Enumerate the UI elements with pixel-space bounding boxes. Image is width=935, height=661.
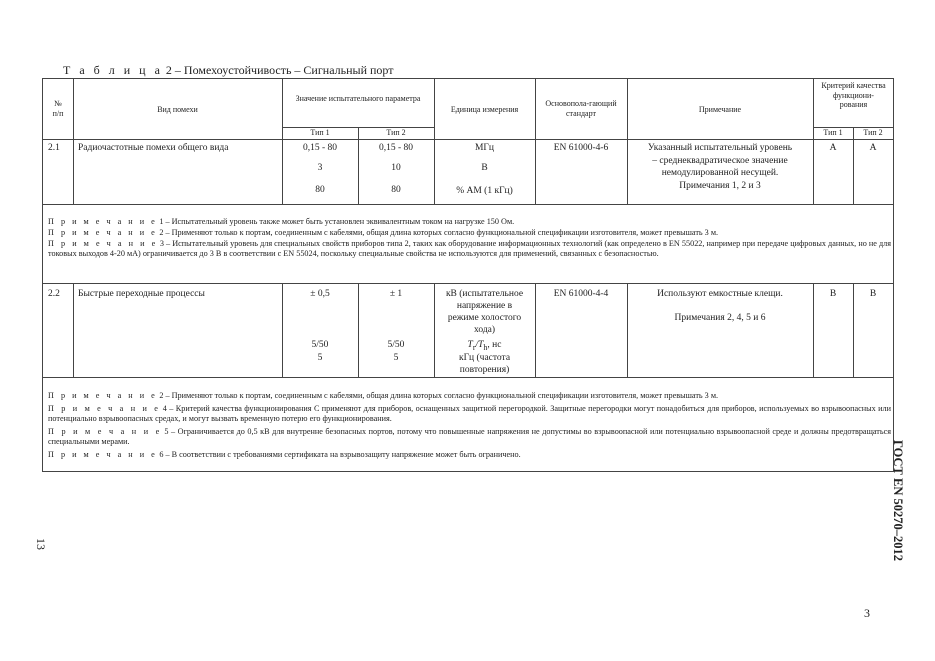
caption-label: Т а б л и ц а — [63, 63, 163, 77]
row1-unit-2: % АМ (1 кГц) — [456, 186, 513, 196]
note-2-5: П р и м е ч а н и е 5 – Ограничивается до 0,5 кВ для внутренне безопасных портов, потому что повышенные напряжения не допустимы во взрывоопасной или потенциально взрывоопасной среде и должны предотвращаться специальными мерами. — [48, 427, 892, 447]
note-2-2: П р и м е ч а н и е 2 – Применяют только к портам, соединенным с кабелями, общая длина которых согласно функциональной спецификации изготовителя, может превышать 3 м. — [48, 391, 719, 400]
row2-remark-1: Используют емкостные клещи. — [657, 289, 783, 299]
row1-t1-2: 80 — [315, 185, 325, 195]
row1-remark-1: – среднеквадратическое значение — [652, 156, 788, 166]
row1-crit1: А — [829, 143, 837, 153]
row1-remark-3: Примечания 1, 2 и 3 — [679, 181, 761, 191]
header-num: № п/п — [52, 99, 64, 118]
row2-unit1-0: кВ (испытательное — [445, 289, 524, 299]
row2-t2-1: 5/50 — [387, 340, 405, 350]
row2-unit3-0: кГц (частота — [458, 353, 511, 363]
header-type1: Тип 1 — [310, 128, 330, 137]
row1-unit-1: В — [481, 163, 488, 173]
row2-remark-2: Примечания 2, 4, 5 и 6 — [674, 313, 766, 323]
row1-t2-1: 10 — [391, 163, 401, 173]
row2-unit2: $T_r/T_h$, нс — [467, 340, 502, 352]
row1-kind: Радиочастотные помехи общего вида — [78, 143, 229, 153]
note-2-4: П р и м е ч а н и е 4 – Критерий качества функционирования С применяют для приборов, оснащенных защитной перегородкой. Защитные перегородки могут понадобиться для приборов, используемых во взрывоопасных или потенциально взрывоопасных средах, и могут вызвать временную потерю его функционирования. — [48, 404, 892, 424]
row2-t2-0: ± 1 — [389, 289, 403, 299]
caption-text: 2 – Помехоустойчивость – Сигнальный порт — [165, 63, 394, 77]
header-remark: Примечание — [698, 105, 742, 114]
row1-t1-1: 3 — [317, 163, 323, 173]
header-test-value: Значение испытательного параметра — [295, 94, 421, 103]
row1-remark-0: Указанный испытательный уровень — [647, 143, 793, 153]
header-standard: Основопола-гающий стандарт — [545, 99, 617, 118]
row2-kind: Быстрые переходные процессы — [78, 289, 205, 299]
row2-unit3-1: повторения) — [459, 365, 510, 375]
row1-t1-0: 0,15 - 80 — [302, 143, 338, 153]
row2-unit1-1: напряжение в — [456, 301, 513, 311]
row1-remark-2: немодулированной несущей. — [661, 168, 779, 178]
row2-t2-2: 5 — [393, 353, 399, 363]
header-criterion: Критерий качества функциони-рования — [821, 81, 886, 109]
row1-standard: EN 61000-4-6 — [553, 143, 609, 153]
header-unit: Единица измерения — [450, 105, 519, 114]
header-type2: Тип 2 — [386, 128, 406, 137]
note-2-6: П р и м е ч а н и е 6 – В соответствии с требованиями сертификата на взрывозащиту напряжение может быть ограничено. — [48, 450, 521, 459]
row1-crit2: А — [869, 143, 877, 153]
header-kind: Вид помехи — [157, 105, 198, 114]
page-number: 3 — [864, 606, 870, 620]
header-crit-type1: Тип 1 — [823, 128, 843, 137]
note-1-1: П р и м е ч а н и е 1 – Испытательный уровень также может быть установлен эквивалентным током на нагрузке 150 Ом. — [48, 217, 515, 226]
row1-t2-2: 80 — [391, 185, 401, 195]
row2-t1-2: 5 — [317, 353, 323, 363]
row1-t2-0: 0,15 - 80 — [378, 143, 414, 153]
row2-t1-0: ± 0,5 — [310, 289, 330, 299]
header-crit-type2: Тип 2 — [863, 128, 883, 137]
page-number-rotated: 13 — [34, 538, 48, 550]
row2-unit1-2: режиме холостого — [447, 313, 522, 323]
row2-crit1: В — [829, 289, 837, 299]
immunity-table — [42, 78, 894, 472]
note-1-2: П р и м е ч а н и е 2 – Применяют только к портам, соединенным с кабелями, общая длина которых согласно функциональной спецификации изготовителя, может превышать 3 м. — [48, 228, 719, 237]
row2-num: 2.2 — [48, 289, 60, 299]
row1-num: 2.1 — [48, 143, 60, 153]
row1-unit-0: МГц — [474, 143, 495, 153]
standard-designation: ГОСТ EN 50270–2012 — [891, 440, 905, 561]
table-caption — [63, 63, 394, 78]
row2-crit2: В — [869, 289, 877, 299]
note-1-3: П р и м е ч а н и е 3 – Испытательный уровень для специальных свойств приборов типа 2, таких как оборудование информационных технологий (как определено в EN 55022, например при передаче цифровых данных, но не для токовых выходов 4-20 мА) ограничивается до 3 В в соответствии с EN 55024, поскольку специальные свойства не используются для применений, связанных с безопасностью. — [48, 239, 892, 259]
row2-standard: EN 61000-4-4 — [553, 289, 609, 299]
row2-t1-1: 5/50 — [311, 340, 329, 350]
row2-unit1-3: хода) — [473, 325, 496, 335]
